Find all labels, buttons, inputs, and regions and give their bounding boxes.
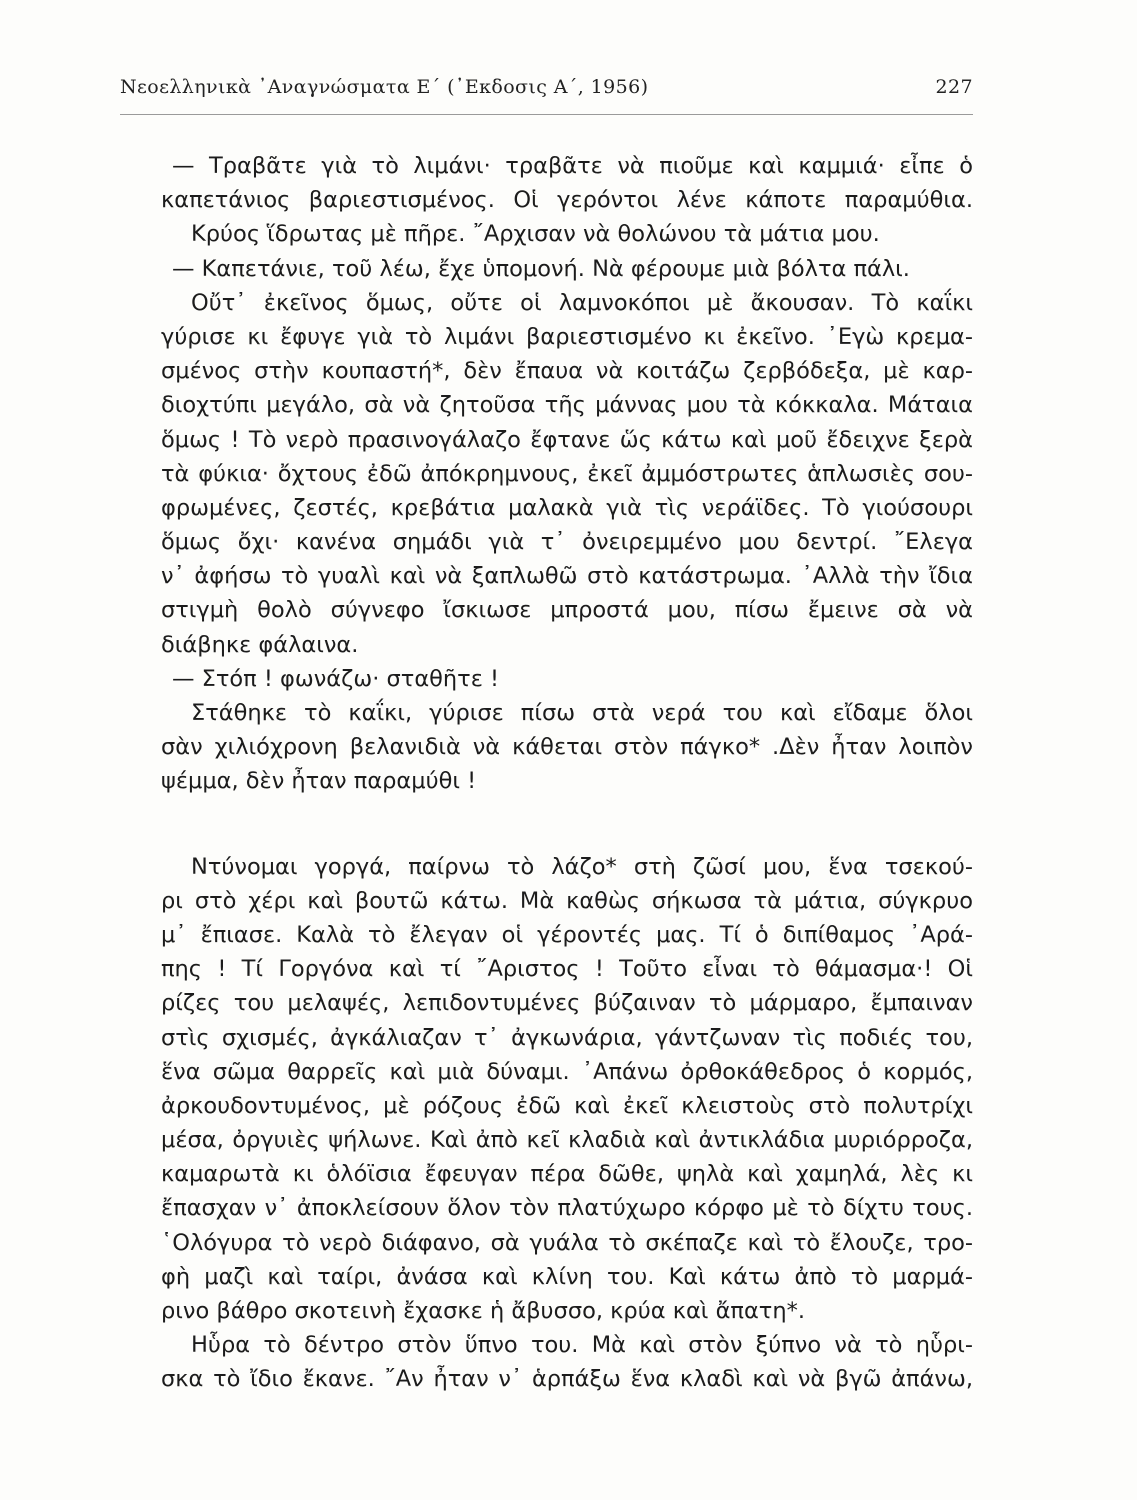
section-break [161,799,973,850]
text-line: ρινο βάθρο σκοτεινὴ ἔχασκε ἡ ἄβυσσο, κρύα καὶ ἄπατη*. [161,1298,805,1324]
body-text [161,149,973,1397]
text-line: — Τραβᾶτε γιὰ τὸ λιμάνι· τραβᾶτε νὰ πιοῦμε καὶ καμμιά· εἶπε ὁ [172,153,973,179]
text-line: φὴ μαζὶ καὶ ταίρι, ἀνάσα καὶ κλίνη του. Καὶ κάτω ἀπὸ τὸ μαρμά- [161,1263,973,1290]
text-line: ρίζες του μελαψές, λεπιδοντυμένες βύζαιναν τὸ μάρμαρο, ἔμπαιναν [161,990,973,1017]
text-line: καπετάνιος βαριεστισμένος. Οἱ γερόντοι λένε κάποτε παραμύθια. [161,187,973,214]
text-line: Οὔτ᾿ ἐκεῖνος ὅμως, οὔτε οἱ λαμνοκόποι μὲ ἄκουσαν. Τὸ καΐκι [191,289,973,316]
text-line: γύρισε κι ἔφυγε γιὰ τὸ λιμάνι βαριεστισμένο κι ἐκεῖνο. ᾿Εγὼ κρεμα- [161,323,973,350]
text-line: — Στόπ ! φωνάζω· σταθῆτε ! [172,665,500,692]
text-line: διάβηκε φάλαινα. [161,631,359,658]
text-line: Στάθηκε τὸ καΐκι, γύρισε πίσω στὰ νερά του καὶ εἴδαμε ὅλοι [191,700,973,726]
text-line: στιγμὴ θολὸ σύγνεφο ἴσκιωσε μπροστά μου, πίσω ἔμεινε σὰ νὰ [161,597,973,624]
running-head [120,76,973,104]
text-line: ἕνα σῶμα θαρρεῖς καὶ μιὰ δύναμι. ᾿Απάνω ὀρθοκάθεδρος ὁ κορμός, [161,1058,973,1085]
text-line: σκα τὸ ἴδιο ἔκανε. ῎Αν ἦταν ν᾿ ἁρπάξω ἕνα κλαδὶ καὶ νὰ βγῶ ἀπάνω, [161,1366,973,1393]
text-line: τὰ φύκια· ὄχτους ἐδῶ ἀπόκρημνους, ἐκεῖ ἀμμόστρωτες ἁπλωσιὲς σου- [161,460,973,487]
text-line: πης ! Τί Γοργόνα καὶ τί ῎Αριστος ! Τοῦτο εἶναι τὸ θάμασμα·! Οἱ [161,956,973,983]
text-line: σμένος στὴν κουπαστή*, δὲν ἔπαυα νὰ κοιτάζω ζερβόδεξα, μὲ καρ- [161,358,973,385]
header-rule [120,114,973,115]
text-line: στὶς σχισμές, ἀγκάλιαζαν τ᾿ ἀγκωνάρια, γάντζωναν τὶς ποδιές του, [161,1024,973,1051]
running-head-title: Νεοελληνικὰ ᾿Αναγνώσματα Ε΄ (᾿Εκδοσις Α΄, 1956) [120,76,649,98]
text-line: μέσα, ὀργυιὲς ψήλωνε. Καὶ ἀπὸ κεῖ κλαδιὰ καὶ ἀντικλάδια μυριόρροζα, [161,1127,973,1154]
text-line: ῾Ολόγυρα τὸ νερὸ διάφανο, σὰ γυάλα τὸ σκέπαζε καὶ τὸ ἔλουζε, τρο- [161,1229,973,1256]
text-line: ἀρκουδοντυμένος, μὲ ρόζους ἐδῶ καὶ ἐκεῖ κλειστοὺς στὸ πολυτρίχι [161,1092,973,1119]
page-number: 227 [935,76,973,98]
text-line: μ᾿ ἔπιασε. Καλὰ τὸ ἔλεγαν οἱ γέροντές μας. Τί ὁ διπίθαμος ᾿Αρά- [161,921,973,948]
text-line: ἔπασχαν ν᾿ ἀποκλείσουν ὅλον τὸν πλατύχωρο κόρφο μὲ τὸ δίχτυ τους. [161,1195,973,1222]
text-line: καμαρωτὰ κι ὁλόϊσια ἔφευγαν πέρα δῶθε, ψηλὰ καὶ χαμηλά, λὲς κι [161,1161,973,1188]
text-line: ψέμμα, δὲν ἦταν παραμύθι ! [161,768,477,795]
text-line: — Καπετάνιε, τοῦ λέω, ἔχε ὑπομονή. Νὰ φέρουμε μιὰ βόλτα πάλι. [172,255,910,282]
text-line: διοχτύπι μεγάλο, σὰ νὰ ζητοῦσα τῆς μάννας μου τὰ κόκκαλα. Μάταια [161,392,973,419]
text-line: ὅμως ὄχι· κανένα σημάδι γιὰ τ᾿ ὀνειρεμμένο μου δεντρί. ῎Ελεγα [161,529,973,556]
text-line: Ντύνομαι γοργά, παίρνω τὸ λάζο* στὴ ζῶσί μου, ἕνα τσεκού- [191,853,973,880]
text-line: Ηὗρα τὸ δέντρο στὸν ὕπνο του. Μὰ καὶ στὸν ξύπνο νὰ τὸ ηὗρι- [191,1332,973,1359]
text-line: ρι στὸ χέρι καὶ βουτῶ κάτω. Μὰ καθὼς σήκωσα τὰ μάτια, σύγκρυο [161,887,973,914]
text-line: Κρύος ἵδρωτας μὲ πῆρε. ῎Αρχισαν νὰ θολώνου τὰ μάτια μου. [191,221,880,248]
text-line: φρωμένες, ζεστές, κρεβάτια μαλακὰ γιὰ τὶς νεράϊδες. Τὸ γιούσουρι [161,494,973,521]
text-line: σὰν χιλιόχρονη βελανιδιὰ νὰ κάθεται στὸν πάγκο* .Δὲν ἦταν λοιπὸν [161,734,973,761]
text-line: ὅμως ! Τὸ νερὸ πρασινογάλαζο ἔφτανε ὥς κάτω καὶ μοῦ ἔδειχνε ξερὰ [161,426,973,453]
text-line: ν᾿ ἀφήσω τὸ γυαλὶ καὶ νὰ ξαπλωθῶ στὸ κατάστρωμα. ᾿Αλλὰ τὴν ἴδια [161,563,973,590]
